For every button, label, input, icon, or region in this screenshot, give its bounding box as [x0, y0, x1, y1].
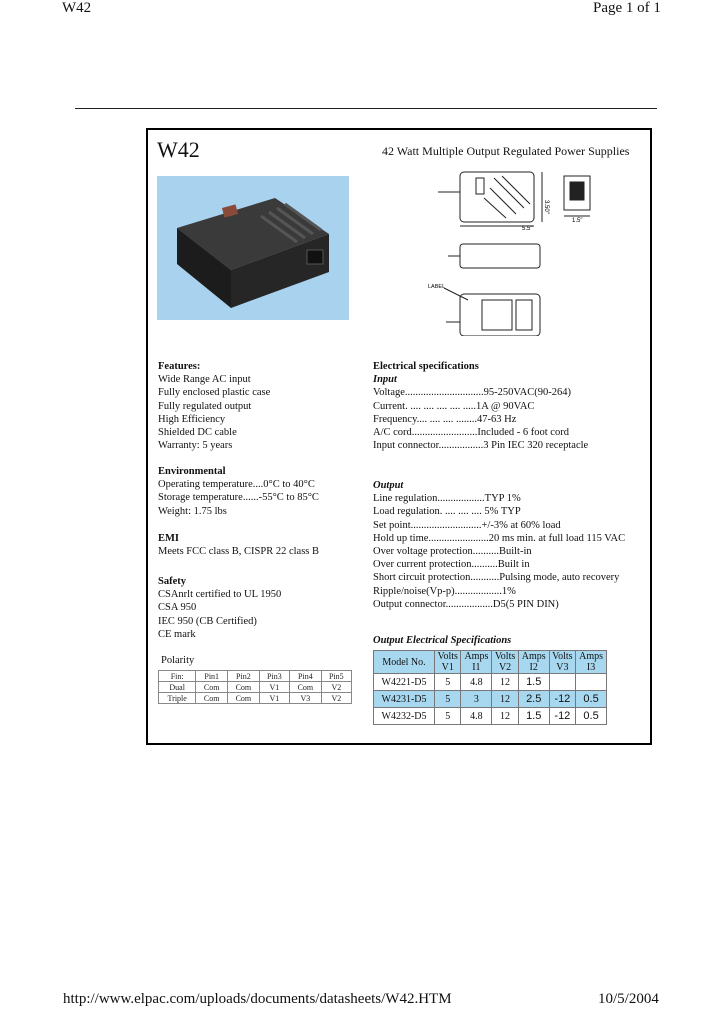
input-spec: A/C cord.........................Included - 6 foot cord — [373, 427, 569, 439]
oes-header: Volts V1 — [435, 651, 461, 674]
output-spec-table — [373, 650, 607, 725]
model-title: W42 — [157, 137, 200, 162]
safety-item: CSA 950 — [158, 602, 197, 614]
polarity-header: Pin5 — [321, 671, 351, 682]
oes-cell: 3 — [461, 691, 492, 708]
polarity-table — [158, 670, 352, 704]
environmental-section — [158, 465, 319, 518]
safety-item: IEC 950 (CB Certified) — [158, 615, 257, 627]
output-spec: Ripple/noise(Vp-p)..................1% — [373, 585, 516, 597]
oes-cell: 0.5 — [576, 691, 607, 708]
dim-height: 3.50" — [543, 200, 549, 214]
oes-header: Amps I1 — [461, 651, 492, 674]
oes-header-row — [374, 651, 607, 674]
environmental-title: Environmental — [158, 466, 226, 477]
header-rule — [75, 108, 657, 109]
oes-header: Amps I3 — [576, 651, 607, 674]
electrical-title: Electrical specifications — [373, 361, 479, 372]
polarity-cell: V1 — [259, 693, 289, 704]
output-spec: Over voltage protection..........Built-in — [373, 546, 532, 558]
oes-row — [374, 674, 607, 691]
output-spec: Output connector..................D5(5 PIN DIN) — [373, 598, 559, 610]
oes-cell: 2.5 — [518, 691, 549, 708]
output-spec: Load regulation. .... .... .... 5% TYP — [373, 506, 521, 518]
environmental-item: Storage temperature......-55°C to 85°C — [158, 492, 319, 504]
polarity-cell: Com — [196, 693, 228, 704]
polarity-header-row — [159, 671, 352, 682]
oes-cell: W4231-D5 — [374, 691, 435, 708]
input-spec: Input connector.................3 Pin IEC 320 receptacle — [373, 440, 589, 452]
polarity-cell: Com — [228, 682, 260, 693]
output-spec: Short circuit protection...........Pulsing mode, auto recovery — [373, 572, 620, 584]
feature-item: Fully enclosed plastic case — [158, 387, 271, 399]
dim-depth: 1.5" — [572, 218, 583, 224]
print-date: 10/5/2004 — [598, 991, 659, 1007]
oes-cell: 12 — [492, 674, 518, 691]
output-spec: Line regulation..................TYP 1% — [373, 493, 521, 505]
oes-header: Amps I2 — [518, 651, 549, 674]
oes-cell: 0.5 — [576, 708, 607, 725]
oes-cell: 5 — [435, 708, 461, 725]
product-photo — [157, 176, 349, 320]
oes-header: Model No. — [374, 651, 435, 674]
oes-cell: W4221-D5 — [374, 674, 435, 691]
input-spec: Voltage..............................95-250VAC(90-264) — [373, 387, 571, 399]
oes-cell: 1.5 — [518, 674, 549, 691]
source-url[interactable]: http://www.elpac.com/uploads/documents/datasheets/W42.HTM — [63, 991, 452, 1007]
oes-cell: 12 — [492, 708, 518, 725]
polarity-cell: Com — [290, 682, 322, 693]
input-spec: Frequency.... .... .... ........47-63 Hz — [373, 413, 517, 425]
oes-cell: 5 — [435, 691, 461, 708]
feature-item: High Efficiency — [158, 413, 226, 425]
polarity-cell: Dual — [159, 682, 196, 693]
emi-section — [158, 532, 319, 558]
oes-row — [374, 691, 607, 708]
polarity-header: Fin: — [159, 671, 196, 682]
oes-cell: -12 — [549, 708, 575, 725]
polarity-header: Pin2 — [228, 671, 260, 682]
polarity-cell: Com — [196, 682, 228, 693]
oes-cell — [576, 674, 607, 691]
oes-cell: 5 — [435, 674, 461, 691]
polarity-cell: V3 — [290, 693, 322, 704]
polarity-header: Pin3 — [259, 671, 289, 682]
oes-header: Volts V3 — [549, 651, 575, 674]
oes-title: Output Electrical Specifications — [373, 635, 512, 646]
feature-item: Fully regulated output — [158, 400, 252, 412]
features-section — [158, 360, 270, 452]
input-spec: Current. .... .... .... .... .....1A @ 90VAC — [373, 400, 535, 412]
environmental-item: Operating temperature....0°C to 40°C — [158, 479, 315, 491]
oes-cell — [549, 674, 575, 691]
dimension-drawing — [424, 166, 600, 336]
oes-header: Volts V2 — [492, 651, 518, 674]
output-spec: Over current protection..........Built in — [373, 559, 530, 571]
page-header-title: W42 — [62, 0, 92, 16]
output-title: Output — [373, 480, 404, 491]
safety-item: CE mark — [158, 628, 196, 640]
polarity-header: Pin4 — [290, 671, 322, 682]
input-title: Input — [373, 374, 397, 386]
label-callout: LABEL — [428, 284, 446, 290]
features-title: Features: — [158, 361, 201, 372]
oes-row — [374, 708, 607, 725]
feature-item: Wide Range AC input — [158, 374, 251, 386]
oes-cell: 1.5 — [518, 708, 549, 725]
polarity-cell: V2 — [321, 682, 351, 693]
oes-cell: 4.8 — [461, 674, 492, 691]
emi-title: EMI — [158, 533, 179, 544]
oes-cell: 4.8 — [461, 708, 492, 725]
output-section — [373, 479, 625, 611]
oes-cell: 12 — [492, 691, 518, 708]
polarity-title: Polarity — [161, 655, 195, 666]
oes-cell: -12 — [549, 691, 575, 708]
safety-item: CSAnrlt certified to UL 1950 — [158, 589, 282, 601]
polarity-row — [159, 682, 352, 693]
page-number: Page 1 of 1 — [593, 0, 661, 16]
output-spec: Hold up time.......................20 ms min. at full load 115 VAC — [373, 532, 626, 544]
polarity-cell: V1 — [259, 682, 289, 693]
polarity-cell: Com — [228, 693, 260, 704]
polarity-header: Pin1 — [196, 671, 228, 682]
safety-section — [158, 575, 281, 641]
safety-title: Safety — [158, 576, 186, 587]
polarity-cell: V2 — [321, 693, 351, 704]
feature-item: Warranty: 5 years — [158, 440, 233, 452]
emi-item: Meets FCC class B, CISPR 22 class B — [158, 546, 320, 558]
product-subtitle: 42 Watt Multiple Output Regulated Power Supplies — [382, 144, 630, 158]
polarity-row — [159, 693, 352, 704]
feature-item: Shielded DC cable — [158, 427, 237, 439]
output-spec: Set point...........................+/-3% at 60% load — [373, 519, 561, 531]
polarity-cell: Triple — [159, 693, 196, 704]
dim-width: 5.5" — [522, 226, 533, 232]
environmental-item: Weight: 1.75 lbs — [158, 505, 227, 517]
electrical-section — [373, 360, 588, 452]
oes-cell: W4232-D5 — [374, 708, 435, 725]
